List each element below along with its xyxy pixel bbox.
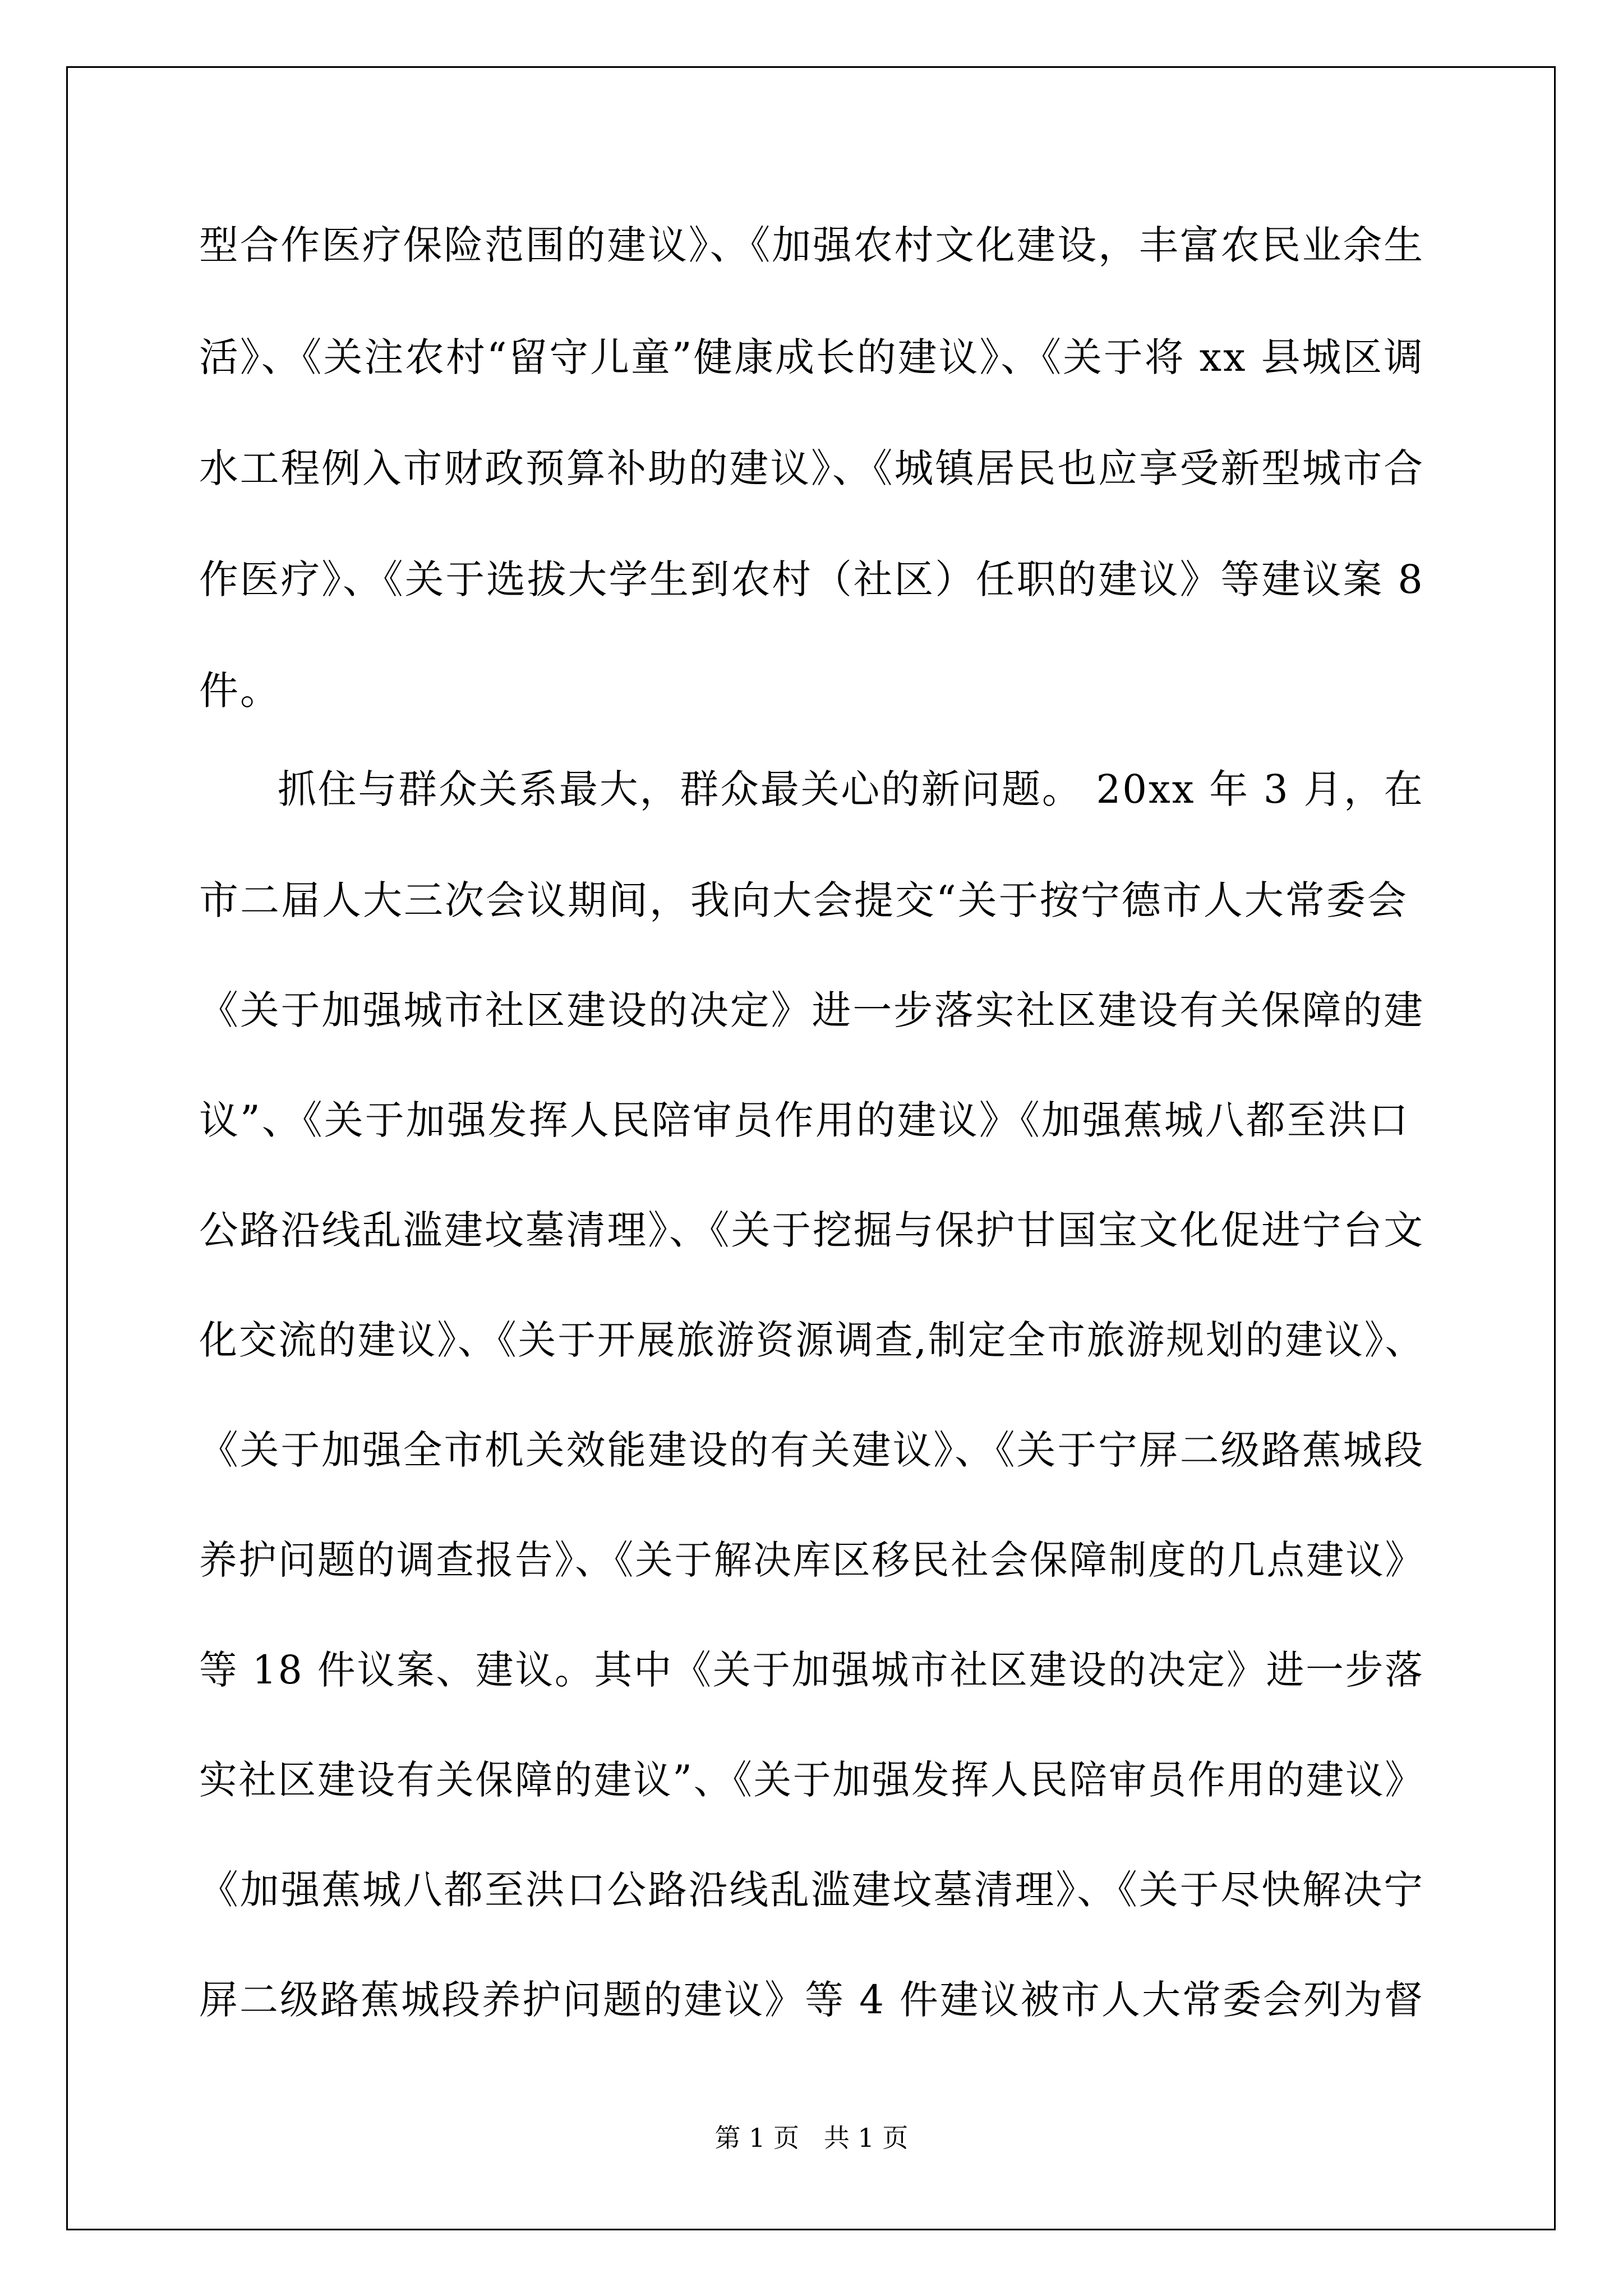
paragraph-line: 抓住与群众关系最大，群众最关心的新问题。 20xx 年 3 月，在 xyxy=(278,766,1424,812)
paragraph-line: 等 18 件议案、建议。其中《关于加强城市社区建设的决定》进一步落 xyxy=(199,1647,1424,1693)
paragraph-line: 实社区建设有关保障的建议”、《关于加强发挥人民陪审员作用的建议》 xyxy=(199,1757,1424,1803)
paragraph-line: 议”、《关于加强发挥人民陪审员作用的建议》《加强蕉城八都至洪口 xyxy=(199,1097,1410,1143)
paragraph-line: 件。 xyxy=(199,668,281,714)
paragraph-line: 公路沿线乱滥建坟墓清理》、《关于挖掘与保护甘国宝文化促进宁台文 xyxy=(199,1207,1424,1253)
paragraph-line: 活》、《关注农村“留守儿童”健康成长的建议》、《关于将 xx 县城区调 xyxy=(199,334,1425,380)
paragraph-line: 型合作医疗保险范围的建议》、《加强农村文化建设，丰富农民业余生 xyxy=(199,222,1424,268)
paragraph-line: 养护问题的调查报告》、《关于解决库区移民社会保障制度的几点建议》 xyxy=(199,1537,1424,1583)
paragraph-line: 市二届人大三次会议期间，我向大会提交“关于按宁德市人大常委会 xyxy=(199,877,1408,923)
page-number: 第 1 页 共 1 页 xyxy=(714,2123,909,2153)
paragraph-line: 屏二级路蕉城段养护问题的建议》等 4 件建议被市人大常委会列为督 xyxy=(199,1977,1425,2023)
paragraph-line: 化交流的建议》、《关于开展旅游资源调查,制定全市旅游规划的建议》、 xyxy=(199,1317,1425,1363)
paragraph-line: 水工程例入市财政预算补助的建议》、《城镇居民也应享受新型城市合 xyxy=(199,445,1424,491)
paragraph-line: 《关于加强全市机关效能建设的有关建议》、《关于宁屏二级路蕉城段 xyxy=(199,1427,1424,1473)
paragraph-line: 《关于加强城市社区建设的决定》进一步落实社区建设有关保障的建 xyxy=(199,987,1424,1033)
paragraph-line: 作医疗》、《关于选拔大学生到农村（社区）任职的建议》等建议案 8 xyxy=(199,556,1424,602)
paragraph-line: 《加强蕉城八都至洪口公路沿线乱滥建坟墓清理》、《关于尽快解决宁 xyxy=(199,1867,1424,1913)
